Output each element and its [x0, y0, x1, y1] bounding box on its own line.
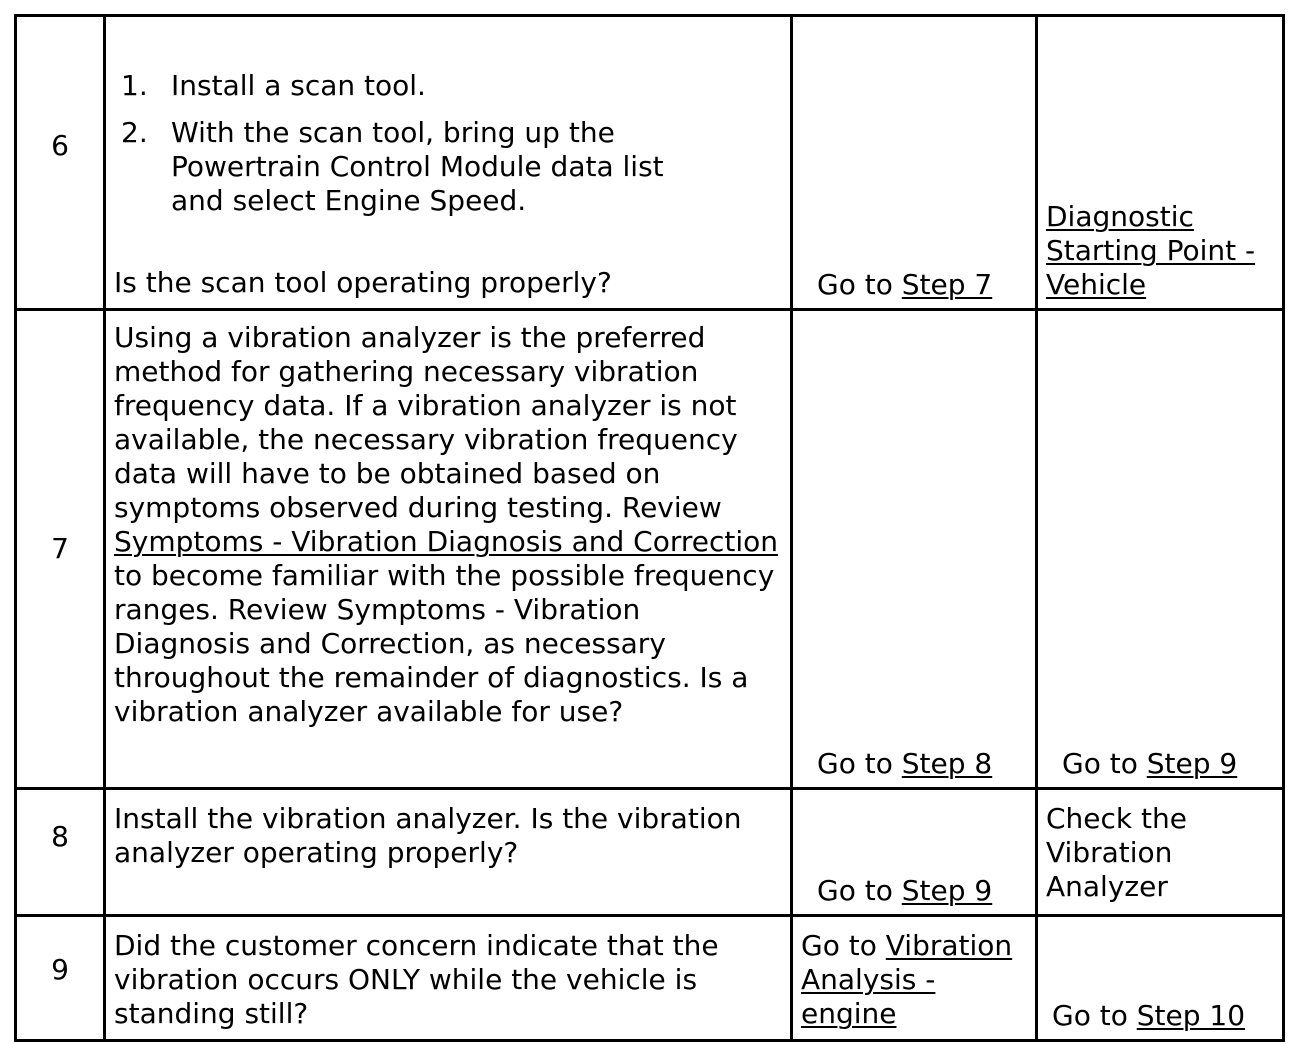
- step-description: Install the vibration analyzer. Is the vibration analyzer operating properly?: [114, 802, 742, 869]
- yes-action: Go to Vibration Analysis - engine: [801, 929, 1013, 1030]
- yes-result-cell: [792, 310, 1037, 789]
- no-result-cell: [1037, 789, 1284, 916]
- table-row: [16, 789, 1284, 916]
- yes-result-cell: [792, 916, 1037, 1041]
- step-number: 7: [51, 532, 69, 565]
- step-number: 8: [51, 820, 69, 853]
- yes-action: Go to Step 9: [817, 874, 993, 907]
- action-cell: [105, 310, 792, 789]
- step-number: 6: [51, 128, 69, 162]
- step-description: Did the customer concern indicate that the vibration occurs ONLY while the vehicle is standing still?: [114, 929, 719, 1030]
- go-to-step-10-link[interactable]: Step 10: [1136, 999, 1246, 1032]
- diagnostic-steps-table: [14, 14, 1285, 1042]
- table-row: [16, 16, 1284, 310]
- no-action: Go to Step 10: [1052, 999, 1246, 1032]
- step-question: Is the scan tool operating properly?: [114, 266, 612, 299]
- no-result-cell: [1037, 310, 1284, 789]
- diagnostic-starting-point-link[interactable]: Diagnostic Starting Point - Vehicle: [1046, 200, 1256, 301]
- no-action: Go to Step 9: [1062, 747, 1238, 780]
- vibration-analysis-engine-link[interactable]: Vibration Analysis - engine: [801, 929, 1013, 1030]
- vibration-diagnosis-link[interactable]: Symptoms - Vibration Diagnosis and Correction: [114, 525, 779, 558]
- yes-result-cell: [792, 16, 1037, 310]
- no-action: [1046, 200, 1272, 302]
- yes-action: Go to Step 8: [817, 747, 993, 780]
- go-to-step-9-link[interactable]: Step 9: [1146, 747, 1238, 780]
- go-to-step-9-link[interactable]: Step 9: [901, 874, 993, 907]
- no-result-cell: [1037, 16, 1284, 310]
- step-number-cell: [16, 310, 105, 789]
- list-item: 1. Install a scan tool.: [121, 69, 426, 102]
- list-item: 2. With the scan tool, bring up the Powertrain Control Module data list and select Engine Speed.: [121, 116, 664, 217]
- action-cell: [105, 789, 792, 916]
- go-to-step-7-link[interactable]: Step 7: [901, 268, 993, 301]
- no-action: Check the Vibration Analyzer: [1046, 802, 1187, 903]
- action-cell: [105, 16, 792, 310]
- step-number-cell: [16, 16, 105, 310]
- go-to-step-8-link[interactable]: Step 8: [901, 747, 993, 780]
- substep-list: [114, 69, 782, 218]
- step-number-cell: [16, 789, 105, 916]
- table-row: [16, 916, 1284, 1041]
- step-description: Using a vibration analyzer is the preferred method for gathering necessary vibration frequency data. If a vibration analyzer is not available, the necessary vibration frequency data will have to be obtained based on symptoms observed during testing. Review Symptoms - Vibration Diagnosis and Correction to become familiar with the possible frequency ranges. Review Symptoms - Vibration Diagnosis and Correction, as necessary throughout the remainder of diagnostics. Is a vibration analyzer available for use?: [114, 321, 779, 728]
- step-number: 9: [51, 953, 69, 986]
- yes-result-cell: [792, 789, 1037, 916]
- action-cell: [105, 916, 792, 1041]
- yes-action: Go to Step 7: [817, 268, 993, 301]
- no-result-cell: [1037, 916, 1284, 1041]
- step-number-cell: [16, 916, 105, 1041]
- table-row: [16, 310, 1284, 789]
